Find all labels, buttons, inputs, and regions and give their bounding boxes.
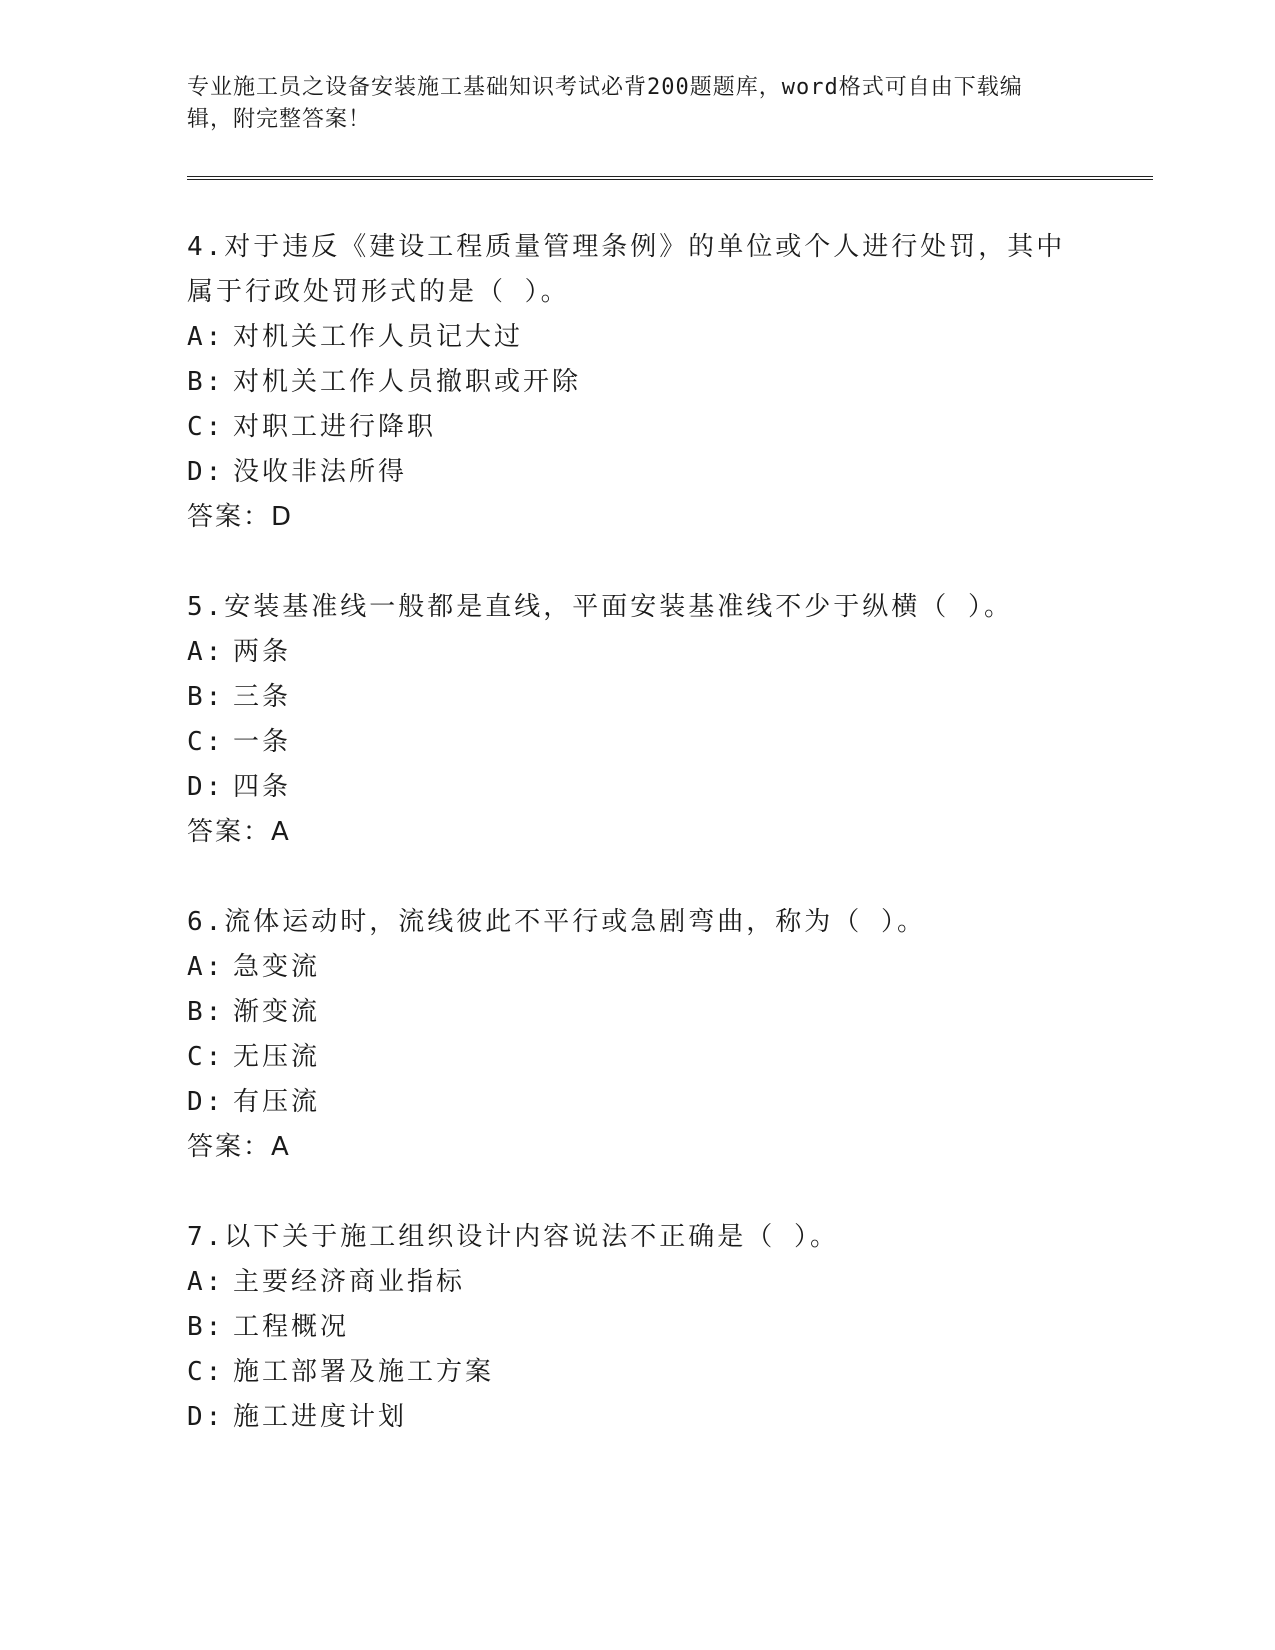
option-a: [187, 315, 1153, 360]
option-c: [187, 1035, 1153, 1080]
option-key: B:: [187, 997, 225, 1027]
option-text: 一条: [233, 727, 292, 757]
option-text: 对职工进行降职: [233, 412, 437, 442]
question-title: 6.流体运动时，流线彼此不平行或急剧弯曲，称为（ ）。: [187, 907, 926, 937]
option-c: [187, 720, 1153, 765]
question-block: [187, 585, 1153, 855]
option-text: 主要经济商业指标: [233, 1267, 466, 1297]
option-text: 施工部署及施工方案: [233, 1357, 495, 1387]
option-a: [187, 945, 1153, 990]
option-text: 两条: [233, 637, 292, 667]
option-text: 没收非法所得: [233, 457, 408, 487]
option-b: [187, 675, 1153, 720]
option-d: [187, 1080, 1153, 1125]
option-key: A:: [187, 322, 225, 352]
option-b: [187, 990, 1153, 1035]
option-key: C:: [187, 1042, 225, 1072]
option-text: 有压流: [233, 1087, 321, 1117]
option-c: [187, 1350, 1153, 1395]
document-page: [187, 72, 1153, 1440]
option-text: 对机关工作人员撤职或开除: [233, 367, 582, 397]
question-block: [187, 225, 1153, 540]
question-title: 7.以下关于施工组织设计内容说法不正确是（ ）。: [187, 1222, 839, 1252]
answer-line: 答案：D: [187, 502, 294, 532]
option-d: [187, 450, 1153, 495]
option-b: [187, 360, 1153, 405]
option-key: A:: [187, 1267, 225, 1297]
option-text: 三条: [233, 682, 292, 712]
answer-line: 答案：A: [187, 817, 291, 847]
option-key: C:: [187, 1357, 225, 1387]
option-key: D:: [187, 1087, 225, 1117]
option-text: 施工进度计划: [233, 1402, 408, 1432]
option-b: [187, 1305, 1153, 1350]
option-a: [187, 630, 1153, 675]
option-key: D:: [187, 457, 225, 487]
option-key: D:: [187, 772, 225, 802]
option-text: 急变流: [233, 952, 321, 982]
option-text: 无压流: [233, 1042, 321, 1072]
option-key: D:: [187, 1402, 225, 1432]
spacer: [187, 540, 1153, 585]
option-d: [187, 1395, 1153, 1440]
option-key: A:: [187, 637, 225, 667]
option-a: [187, 1260, 1153, 1305]
option-key: B:: [187, 1312, 225, 1342]
option-c: [187, 405, 1153, 450]
question-block: [187, 900, 1153, 1170]
option-text: 渐变流: [233, 997, 321, 1027]
question-title: 4.对于违反《建设工程质量管理条例》的单位或个人进行处罚，其中属于行政处罚形式的是（ ）。: [187, 232, 1066, 307]
document-header: 专业施工员之设备安装施工基础知识考试必背200题题库，word格式可自由下载编辑，附完整答案！: [187, 75, 1023, 132]
spacer: [187, 855, 1153, 900]
option-text: 工程概况: [233, 1312, 350, 1342]
question-block: [187, 1215, 1153, 1440]
spacer: [187, 1170, 1153, 1215]
question-title: 5.安装基准线一般都是直线，平面安装基准线不少于纵横（ ）。: [187, 592, 1013, 622]
spacer: [187, 180, 1153, 225]
option-key: A:: [187, 952, 225, 982]
answer-line: 答案：A: [187, 1132, 291, 1162]
option-text: 四条: [233, 772, 292, 802]
option-text: 对机关工作人员记大过: [233, 322, 524, 352]
option-d: [187, 765, 1153, 810]
option-key: C:: [187, 412, 225, 442]
option-key: C:: [187, 727, 225, 757]
option-key: B:: [187, 682, 225, 712]
option-key: B:: [187, 367, 225, 397]
